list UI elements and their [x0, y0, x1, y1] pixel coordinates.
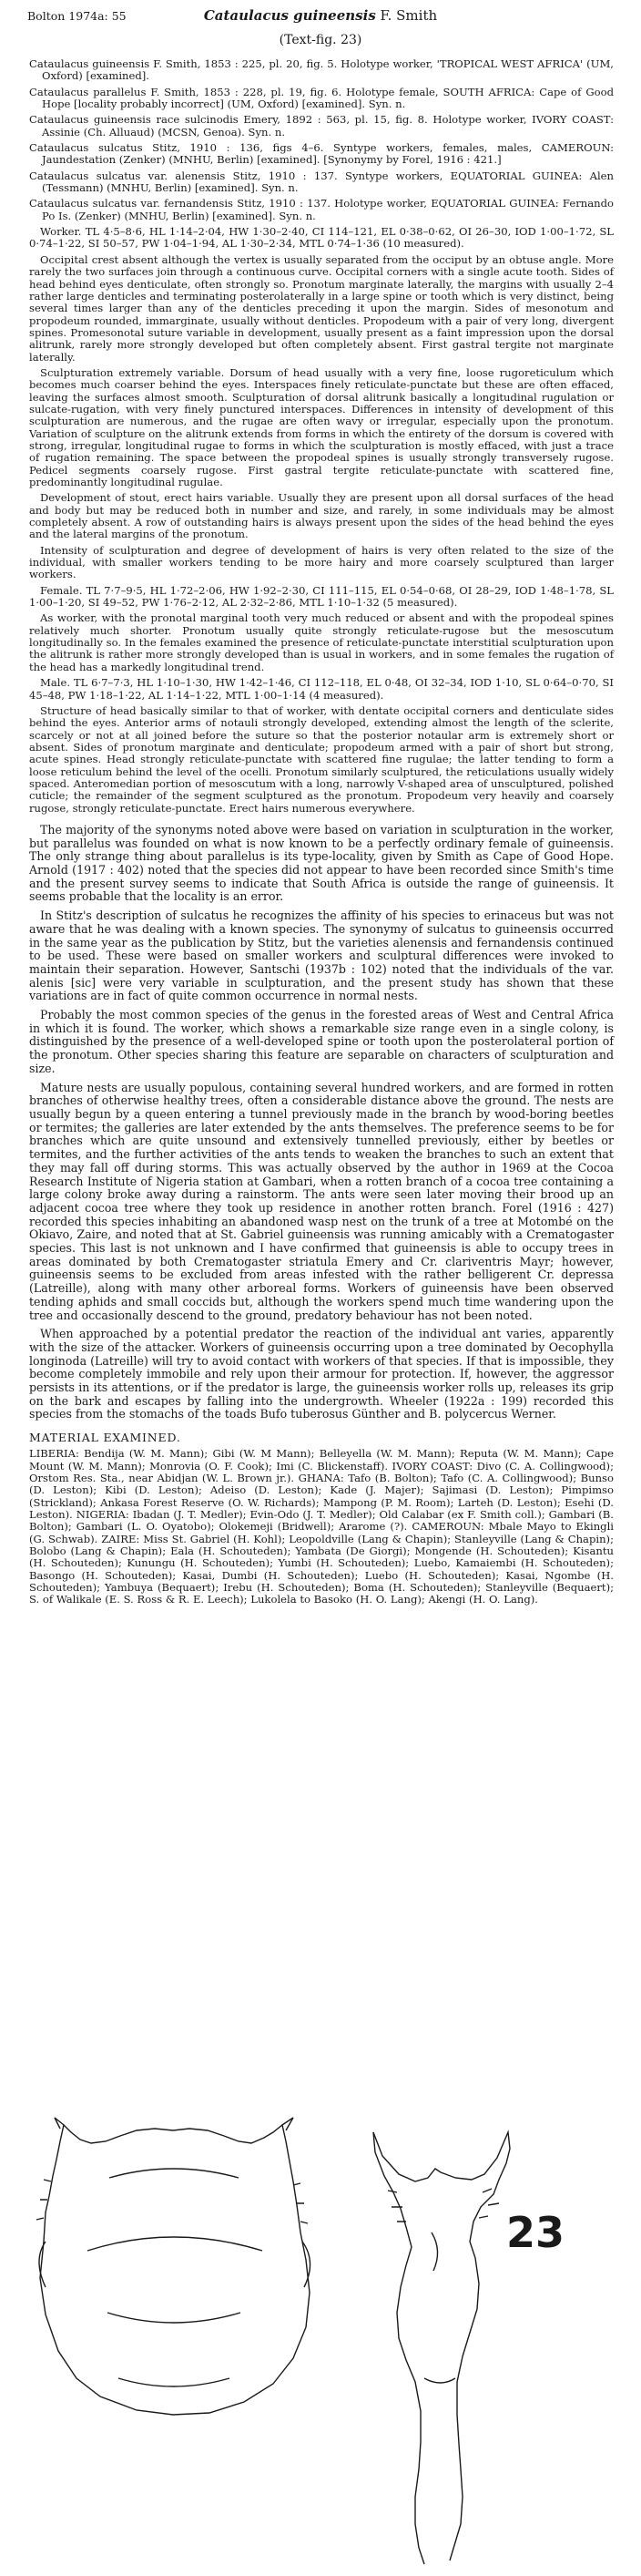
synonymy-entry: Cataulacus guineensis F. Smith, 1853 : 225, pl. 20, fig. 5. Holotype worker, 'TROPICAL WEST AFRICA' (UM, Oxford) [examined]. — [29, 57, 614, 83]
head-outline-drawing — [36, 2118, 310, 2415]
synonymy-entry: Cataulacus sulcatus var. alenensis Stitz, 1910 : 137. Syntype workers, EQUATORIAL GUINEA: Alen (Tessmann) (MNHU, Berlin) [examined]. Syn. n. — [29, 169, 614, 195]
discussion-paragraph: The majority of the synonyms noted above were based on variation in sculpturation in the worker, but parallelus was founded on what is now known to be a perfectly ordinary female of guineensis. The only strange thing about parallelus is its type-locality, given by Smith as Cape of Good Hope. Arnold (1917 : 402) noted that the species did not appear to have been recorded since Smith's time and the present survey seems to indicate that South Africa is outside the range of guineensis. It seems probable that the locality is an error. — [29, 822, 614, 904]
synonymy-list — [29, 58, 614, 222]
discussion — [29, 824, 614, 1421]
running-head: Bolton 1974a: 55 — [27, 9, 127, 23]
figure-number: 23 — [506, 2208, 565, 2257]
synonymy-entry: Cataulacus sulcatus var. fernandensis Stitz, 1910 : 137. Holotype worker, EQUATORIAL GUINEA: Fernando Po Is. (Zenker) (MNHU, Berlin) [examined]. Syn. n. — [29, 197, 614, 222]
alitrunk-outline-drawing — [373, 2132, 510, 2564]
worker-measurements: Worker. TL 4·5–8·6, HL 1·14–2·04, HW 1·30–2·40, CI 114–121, EL 0·38–0·62, OI 26–30, IOD 1·00–1·72, SL 0·74–1·22, SI 50–57, PW 1·04–1·94, AL 1·30–2·34, MTL 0·74–1·36 (10 measured). — [29, 225, 614, 251]
description-paragraph: Sculpturation extremely variable. Dorsum of head usually with a very fine, loose rugoreticulum which becomes much coarser behind the eyes. Interspaces finely reticulate-punctate but these are often effaced, leaving the surfaces almost smooth. Sculpturation of dorsal alitrunk basically a longitudinal rugulation or sulcate-rugation, with very finely punctured interspaces. Differences in intensity of development of this sculpturation are numerous, and the rugae are often wavy or irregular, especially upon the pronotum. Variation of sculpture on the alitrunk extends from forms in which the entirety of the dorsum is covered with strong, irregular, longitudinal rugae to forms in which the sculpturation is mostly effaced, with just a trace of rugation remaining. The space between the propodeal spines is usually strongly transversely rugose. Pedicel segments coarsely rugose. First gastral tergite reticulate-punctate with scattered fine, predominantly longitudinal rugulae. — [29, 365, 614, 488]
page-header — [27, 7, 614, 29]
species-title-italic: Cataulacus guineensis — [203, 7, 376, 24]
description-paragraph: Structure of head basically similar to that of worker, with dentate occipital corners and denticulate sides behind the eyes. Anterior arms of notauli strongly developed, extending almost the length of the sclerite, scarcely or not at all joined before the suture so that the posterior notaular arm is extremely short or absent. Sides of pronotum marginate and denticulate; propodeum armed with a pair of short but strong, acute spines. Head strongly reticulate-punctate with scattered fine rugulae; the latter tending to form a loose reticulum behind the level of the ocelli. Pronotum similarly sculptured, the reticulations usually widely spaced. Anteromedian portion of mesoscutum with a long, narrowly V-shaped area of unsculptured, polished cuticle; the remainder of the segment sculptured as the pronotum. Propodeum very heavily and coarsely rugose, strongly reticulate-punctate. Erect hairs numerous everywhere. — [29, 703, 614, 815]
description-paragraph: Intensity of sculpturation and degree of development of hairs is very often related to the size of the individual, with smaller workers tending to be more hairy and more coarsely sculptured than larger workers. — [29, 543, 614, 581]
description-paragraph: Occipital crest absent although the vertex is usually separated from the occiput by an obtuse angle. More rarely the two surfaces join through a continuous curve. Occipital corners with a single acute tooth. Sides of head behind eyes denticulate, often strongly so. Pronotum marginate laterally, the margins with usually 2–4 rather large denticles and terminating posterolaterally in a large spine or tooth which is very distinct, being several times larger than any of the denticles preceding it upon the margin. Sides of mesonotum and propodeum rounded, immarginate, usually without denticles. Propodeum with a pair of very long, divergent spines. Promesonotal suture variable in development, usually present as a faint impression upon the dorsal alitrunk, rarely more strongly developed but often completely absent. First gastral tergite not marginate laterally. — [29, 252, 614, 364]
material-examined-text: LIBERIA: Bendija (W. M. Mann); Gibi (W. M Mann); Belleyella (W. M. Mann); Reputa (W. M. Mann); Cape Mount (W. M. Mann); Monrovia (O. F. Cook); Imi (C. Blickenstaff). IVORY COAST: Divo (C. A. Collingwood); Orstom Res. Sta., near Abidjan (W. L. Brown jr.). GHANA: Tafo (B. Bolton); Tafo (C. A. Collingwood); Bunso (D. Leston); Kibi (D. Leston); Adeiso (D. Leston); Kade (J. Majer); Sajimasi (D. Leston); Pimpimso (Strickland); Ankasa Forest Reserve (O. W. Richards); Mampong (P. M. Room); Larteh (D. Leston); Esehi (D. Leston). NIGERIA: Ibadan (J. T. Medler); Evin-Odo (J. T. Medler); Old Calabar (ex F. Smith coll.); Gambari (B. Bolton); Gambari (L. O. Oyatobo); Olokemeji (Bridwell); Ararome (?). CAMEROUN: Mbale Mayo to Ekingli (G. Schwab). ZAIRE: Miss St. Gabriel (H. Kohl); Leopoldville (Lang & Chapin); Stanleyville (Lang & Chapin); Bolobo (Lang & Chapin); Eala (H. Schouteden); Yambata (De Giorgi); Mongende (H. Schouteden); Kisantu (H. Schouteden); Kunungu (H. Schouteden); Yumbi (H. Schouteden); Luebo, Kamaiembi (H. Schouteden); Basongo (H. Schouteden); Kasai, Dumbi (H. Schouteden); Luebo (H. Schouteden); Kasai, Ngombe (H. Schouteden); Yambuya (Bequaert); Irebu (H. Schouteden); Boma (H. Schouteden); Stanleyville (Bequaert); S. of Walikale (E. S. Ross & R. E. Leech); Lukolela to Basoko (H. O. Lang); Akengi (H. O. Lang). — [29, 1447, 614, 1606]
description-paragraph: As worker, with the pronotal marginal tooth very much reduced or absent and with the propodeal spines relatively much shorter. Pronotum usually quite strongly reticulate-rugose but the mesoscutum longitudinally so. In the females examined the presence of reticulate-punctate interstitial sculpturation upon the alitrunk is rather more strongly developed than is usual in workers, and in some females the rugation of the head has a markedly longitudinal trend. — [29, 611, 614, 673]
caste-descriptions — [29, 226, 614, 815]
discussion-paragraph: Probably the most common species of the genus in the forested areas of West and Central Africa in which it is found. The worker, which shows a remarkable size range even in a single colony, is distinguished by the presence of a well-developed spine or tooth upon the posterolateral portion of the pronotum. Other species sharing this feature are separable on characters of sculpturation and size. — [29, 1008, 614, 1075]
discussion-paragraph: When approached by a potential predator the reaction of the individual ant varies, apparently with the size of the attacker. Workers of guineensis occurring upon a tree dominated by Oecophylla longinoda (Latreille) will try to avoid contact with workers of that species. If that is impossible, they become completely immobile and rely upon their armour for protection. If, however, the aggressor persists in its attentions, or if the predator is large, the guineensis worker rolls up, releases its grip on the bark and escapes by falling into the undergrowth. Wheeler (1922a : 199) recorded this species from the stomachs of the toads Bufo tuberosus Günther and B. polycercus Werner. — [29, 1327, 614, 1421]
species-title — [27, 7, 614, 24]
description-paragraph: Development of stout, erect hairs variable. Usually they are present upon all dorsal surfaces of the head and body but may be reduced both in number and size, and rarely, in some individuals may be almost completely absent. A row of outstanding hairs is always present upon the sides of the head behind the eyes and the lateral margins of the pronotum. — [29, 491, 614, 541]
male-measurements: Male. TL 6·7–7·3, HL 1·10–1·30, HW 1·42–1·46, CI 112–118, EL 0·48, OI 32–34, IOD 1·10, SL 0·64–0·70, SI 45–48, PW 1·18–1·22, AL 1·14–1·22, MTL 1·00–1·14 (4 measured). — [29, 676, 614, 702]
text-figure-23 — [0, 2105, 641, 2570]
material-heading: MATERIAL EXAMINED. — [29, 1431, 181, 1445]
discussion-paragraph: Mature nests are usually populous, containing several hundred workers, and are formed in rotten branches of otherwise healthy trees, often a considerable distance above the ground. The nests are usually begun by a queen entering a tunnel previously made in the branch by wood-boring beetles or termites; the galleries are later extended by the ants themselves. The preference seems to be for branches which are quite unsound and extensively tunnelled previously, either by beetles or termites, and the further activities of the ants tends to weaken the branches to such an extent that they may fall off during storms. This was actually observed by the author in 1969 at the Cocoa Research Institute of Nigeria station at Gambari, when a rotten branch of a cocoa tree containing a large colony broke away during a rainstorm. The ants were seen later moving their brood up an adjacent cocoa tree where they took up residence in another rotten branch. Forel (1916 : 427) recorded this species inhabiting an abandoned wasp nest on the trunk of a tree at Motombé on the Okiavo, Zaire, and noted that at St. Gabriel guineensis was running amicably with a Crematogaster species. This last is not unknown and I have confirmed that guineensis is able to occupy trees in areas dominated by both Crematogaster striatula Emery and Cr. clariventris Mayr; however, guineensis seems to be excluded from areas infested with the rather belligerent Cr. depressa (Latreille), along with many other arboreal forms. Workers of guineensis have been observed tending aphids and small coccids but, although the workers spend much time wandering upon the tree and occasionally descend to the ground, predatory behaviour has not been noted. — [29, 1080, 614, 1322]
synonymy-entry: Cataulacus sulcatus Stitz, 1910 : 136, figs 4–6. Syntype workers, females, males, CAMEROUN: Jaundestation (Zenker) (MNHU, Berlin) [examined]. [Synonymy by Forel, 1916 : 421.] — [29, 141, 614, 167]
species-title-author: F. Smith — [375, 7, 438, 24]
article-body — [29, 58, 614, 1610]
discussion-paragraph: In Stitz's description of sulcatus he recognizes the affinity of his species to erinaceus but was not aware that he was dealing with a known species. The synonymy of sulcatus to guineensis occurred in the same year as the publication by Stitz, but the varieties alenensis and fernandensis continued to be used. These were based on smaller workers and sculptural differences were invoked to maintain their separation. However, Santschi (1937b : 102) noted that the individuals of the var. alenis [sic] were very variable in sculpturation, and the present study has shown that these variations are in fact of quite common occurrence in normal nests. — [29, 908, 614, 1003]
synonymy-entry: Cataulacus parallelus F. Smith, 1853 : 228, pl. 19, fig. 6. Holotype female, SOUTH AFRICA: Cape of Good Hope [locality probably incorrect] (UM, Oxford) [examined]. Syn. n. — [29, 85, 614, 111]
female-measurements: Female. TL 7·7–9·5, HL 1·72–2·06, HW 1·92–2·30, CI 111–115, EL 0·54–0·68, OI 28–29, IOD 1·48–1·78, SL 1·00–1·20, SI 49–52, PW 1·76–2·12, AL 2·32–2·86, MTL 1·10–1·32 (5 measured). — [29, 583, 614, 610]
synonymy-entry: Cataulacus guineensis race sulcinodis Emery, 1892 : 563, pl. 15, fig. 8. Holotype worker, IVORY COAST: Assinie (Ch. Alluaud) (MCSN, Genoa). Syn. n. — [29, 113, 614, 139]
text-fig-reference: (Text-fig. 23) — [279, 33, 362, 47]
